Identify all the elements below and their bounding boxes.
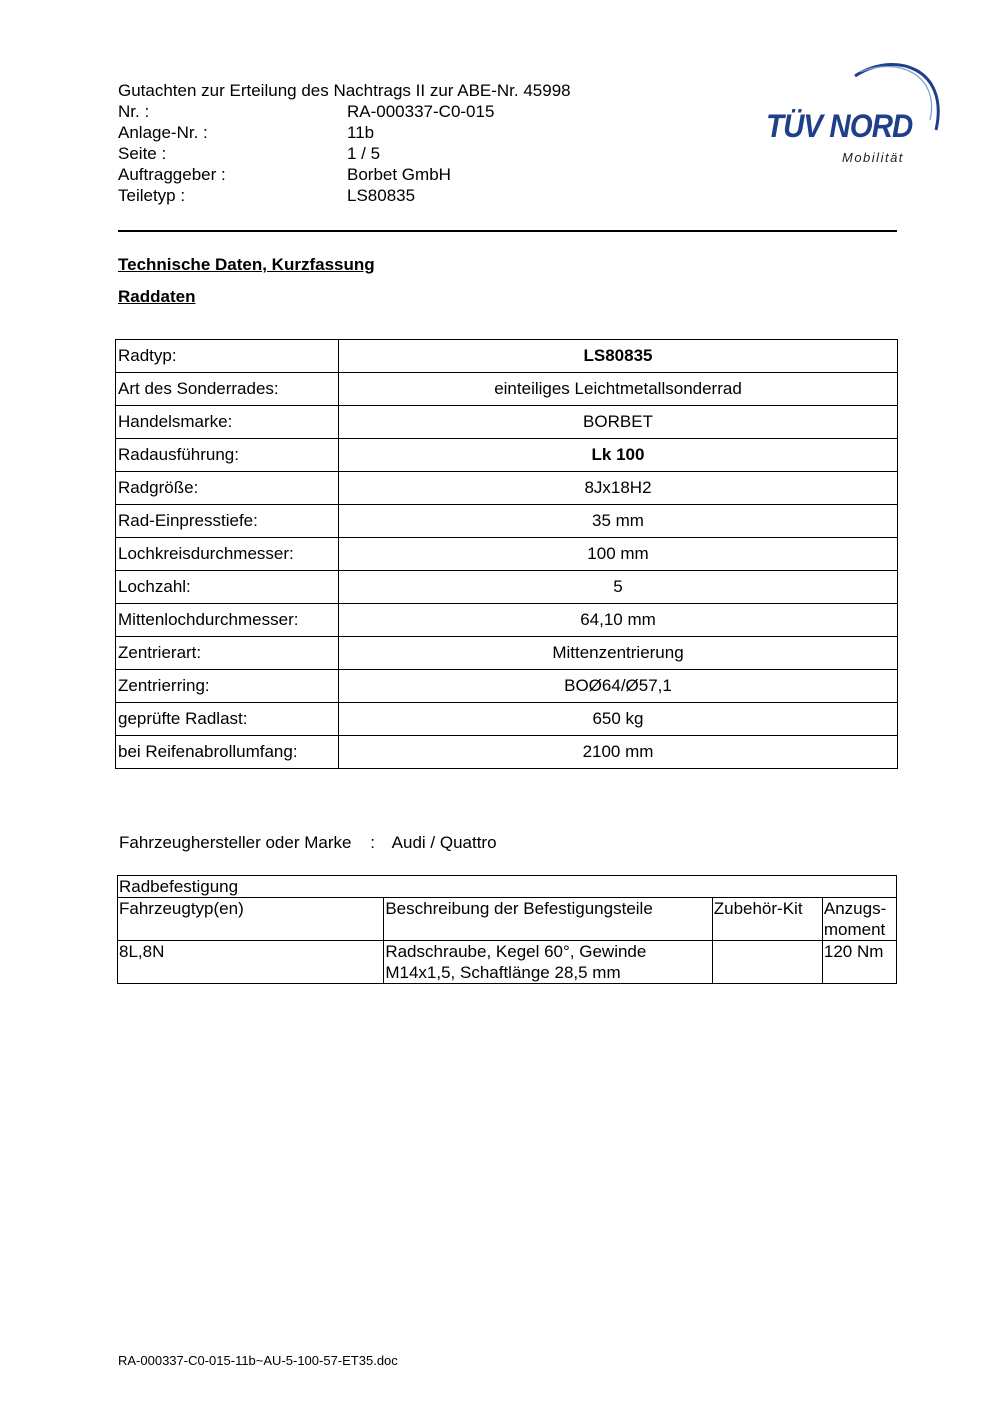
fixing-header-cell: Beschreibung der Befestigungsteile [384, 898, 712, 941]
fixing-row [118, 941, 897, 984]
wheel-data-label: Zentrierart: [116, 637, 339, 670]
header-divider [118, 230, 897, 232]
fixing-header-row [118, 898, 897, 941]
wheel-data-value: 2100 mm [339, 736, 898, 769]
wheel-data-row [116, 472, 898, 505]
maker-separator: : [370, 833, 375, 852]
wheel-data-row [116, 373, 898, 406]
wheel-data-label: geprüfte Radlast: [116, 703, 339, 736]
wheel-data-value: 35 mm [339, 505, 898, 538]
wheel-data-value: 100 mm [339, 538, 898, 571]
wheel-data-row [116, 604, 898, 637]
wheel-data-value: 8Jx18H2 [339, 472, 898, 505]
wheel-data-label: Mittenlochdurchmesser: [116, 604, 339, 637]
wheel-data-row [116, 670, 898, 703]
wheel-data-row [116, 637, 898, 670]
wheel-data-value: Lk 100 [339, 439, 898, 472]
wheel-data-table [115, 339, 898, 769]
fixing-cell: 8L,8N [118, 941, 384, 984]
wheel-data-label: Radausführung: [116, 439, 339, 472]
wheel-data-row [116, 736, 898, 769]
vehicle-maker-line [119, 833, 497, 853]
header-meta-row [118, 185, 678, 206]
wheel-data-value: LS80835 [339, 340, 898, 373]
wheel-data-row [116, 340, 898, 373]
logo-brand: TÜV NORD [766, 108, 913, 144]
wheel-data-value: 650 kg [339, 703, 898, 736]
header-meta-row [118, 143, 678, 164]
fixing-cell [712, 941, 822, 984]
meta-value: Borbet GmbH [347, 165, 451, 184]
wheel-data-label: Radtyp: [116, 340, 339, 373]
meta-value: RA-000337-C0-015 [347, 102, 495, 121]
fixing-title: Radbefestigung [118, 876, 897, 898]
header-meta [118, 101, 678, 206]
wheel-data-row [116, 538, 898, 571]
wheel-data-label: Handelsmarke: [116, 406, 339, 439]
wheel-data-row [116, 571, 898, 604]
wheel-data-label: bei Reifenabrollumfang: [116, 736, 339, 769]
maker-label: Fahrzeughersteller oder Marke [119, 833, 352, 852]
meta-label: Teiletyp : [118, 186, 186, 205]
wheel-data-value: 64,10 mm [339, 604, 898, 637]
document-title: Gutachten zur Erteilung des Nachtrags II zur ABE-Nr. 45998 [118, 81, 571, 100]
wheel-data-value: einteiliges Leichtmetallsonderrad [339, 373, 898, 406]
section-title-summary: Technische Daten, Kurzfassung [118, 255, 375, 274]
fixing-header-cell: Anzugs- moment [822, 898, 896, 941]
header-meta-row [118, 164, 678, 185]
wheel-data-value: Mittenzentrierung [339, 637, 898, 670]
maker-value: Audi / Quattro [391, 833, 497, 852]
meta-value: LS80835 [347, 186, 416, 205]
wheel-data-label: Art des Sonderrades: [116, 373, 339, 406]
meta-value: 11b [347, 123, 375, 142]
header-meta-row [118, 101, 678, 122]
wheel-data-label: Zentrierring: [116, 670, 339, 703]
wheel-data-value: BOØ64/Ø57,1 [339, 670, 898, 703]
fixing-cell: 120 Nm [822, 941, 896, 984]
document-header [118, 80, 678, 206]
wheel-data-label: Radgröße: [116, 472, 339, 505]
header-meta-row [118, 122, 678, 143]
wheel-data-label: Lochzahl: [116, 571, 339, 604]
meta-label: Nr. : [118, 102, 150, 121]
wheel-data-row [116, 439, 898, 472]
wheel-data-row [116, 505, 898, 538]
wheel-data-row [116, 406, 898, 439]
wheel-data-value: BORBET [339, 406, 898, 439]
fixing-cell: Radschraube, Kegel 60°, Gewinde M14x1,5, Schaftlänge 28,5 mm [384, 941, 712, 984]
fixing-table [117, 875, 897, 984]
meta-label: Anlage-Nr. : [118, 123, 208, 142]
section-title-wheel: Raddaten [118, 287, 196, 306]
wheel-data-value: 5 [339, 571, 898, 604]
meta-label: Auftraggeber : [118, 165, 226, 184]
fixing-header-cell: Fahrzeugtyp(en) [118, 898, 384, 941]
tuv-nord-logo [760, 58, 945, 173]
meta-value: 1 / 5 [347, 144, 381, 163]
wheel-data-label: Lochkreisdurchmesser: [116, 538, 339, 571]
footer-filename: RA-000337-C0-015-11b~AU-5-100-57-ET35.doc [118, 1353, 398, 1368]
meta-label: Seite : [118, 144, 167, 163]
fixing-title-row [118, 876, 897, 898]
fixing-header-cell: Zubehör-Kit [712, 898, 822, 941]
wheel-data-label: Rad-Einpresstiefe: [116, 505, 339, 538]
logo-subtitle: Mobilität [842, 150, 904, 165]
wheel-data-row [116, 703, 898, 736]
